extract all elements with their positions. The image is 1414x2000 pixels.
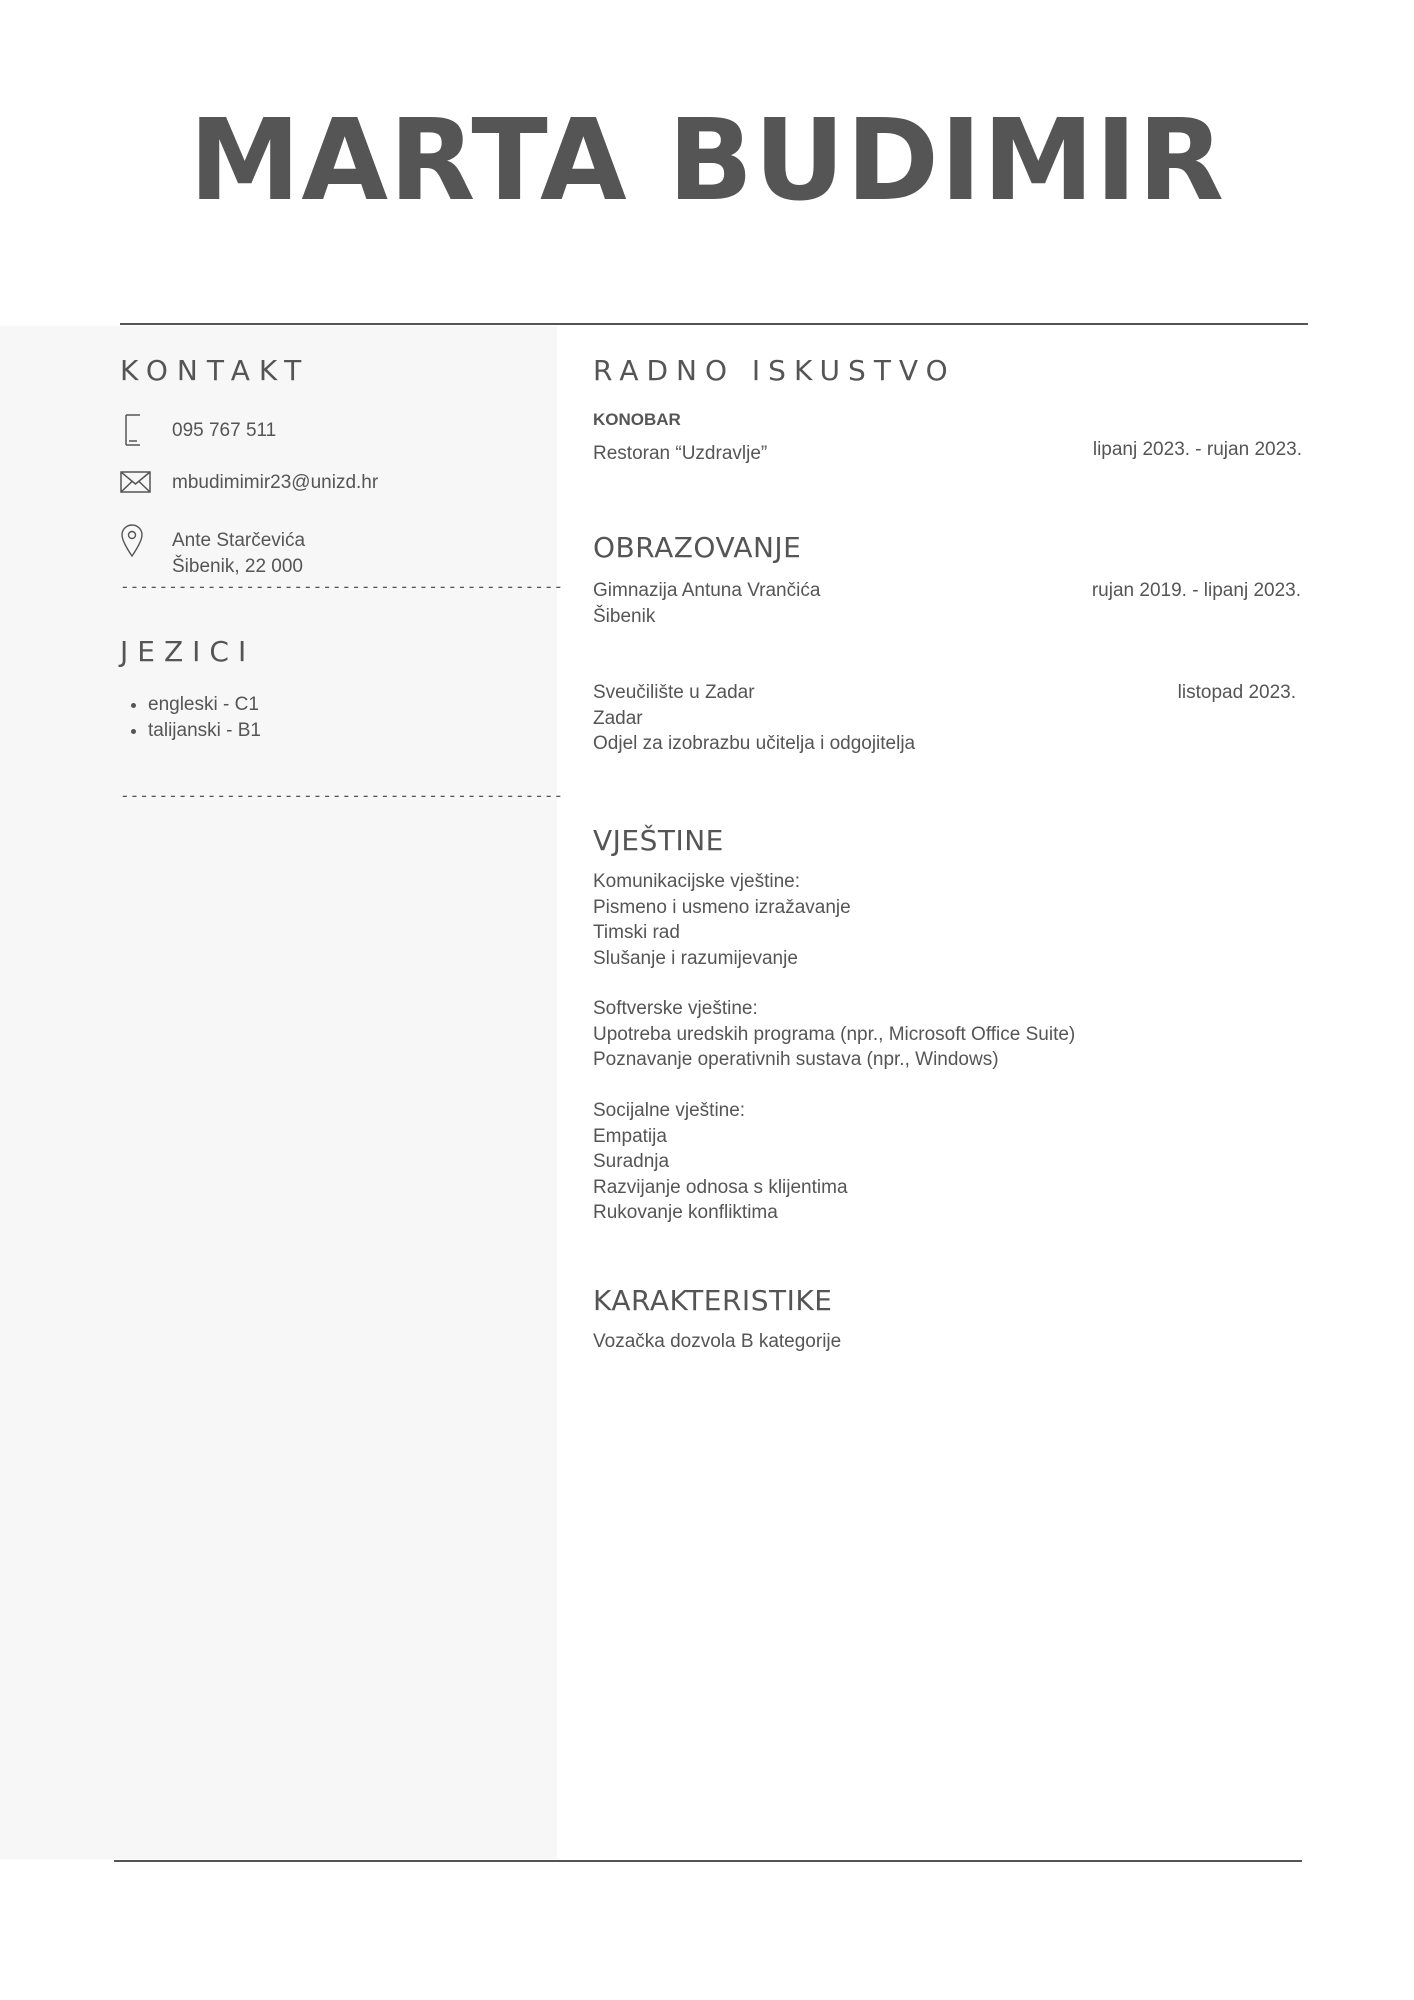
- location-pin-icon: [120, 524, 152, 558]
- list-item: • engleski - C1: [148, 692, 261, 718]
- address-city: Šibenik, 22 000: [172, 556, 303, 577]
- list-item: • talijanski - B1: [148, 718, 261, 744]
- job-position: KONOBAR: [593, 410, 681, 429]
- skill-item: Pismeno i usmeno izražavanje: [593, 896, 851, 918]
- education-school-name: Gimnazija Antuna Vrančića: [593, 580, 821, 601]
- skills-group-heading: Softverske vještine:: [593, 998, 758, 1019]
- skill-item: Suradnja: [593, 1151, 670, 1172]
- email-address: mbudimimir23@unizd.hr: [172, 472, 379, 493]
- address-street: Ante Starčevića: [172, 530, 306, 551]
- education-university-department: Odjel za izobrazbu učitelja i odgojitelja: [593, 733, 916, 754]
- education-university-name: Sveučilište u Zadar: [593, 682, 755, 703]
- contact-divider: ----------------------------------------------: [120, 577, 564, 596]
- languages-list: [120, 692, 261, 744]
- skills-title: VJEŠTINE: [593, 824, 724, 857]
- skill-item: Slušanje i razumijevanje: [593, 947, 798, 969]
- education-title: OBRAZOVANJE: [593, 531, 802, 564]
- contact-title: KONTAKT: [120, 354, 311, 387]
- education-university-dates: listopad 2023.: [1177, 682, 1296, 703]
- education-school-dates: rujan 2019. - lipanj 2023.: [1091, 580, 1301, 601]
- education-school-city: Šibenik: [593, 605, 656, 627]
- applicant-name: MARTA BUDIMIR: [188, 96, 1226, 226]
- languages-title: JEZICI: [120, 635, 256, 668]
- education-university-city: Zadar: [593, 707, 643, 729]
- footer-divider: [114, 1860, 1302, 1862]
- header-divider: [120, 323, 1308, 325]
- skill-item: Rukovanje konfliktima: [593, 1202, 778, 1223]
- skill-item: Empatija: [593, 1125, 667, 1147]
- job-employer: Restoran “Uzdravlje”: [593, 443, 768, 464]
- characteristics-title: KARAKTERISTIKE: [593, 1284, 833, 1317]
- characteristics-text: Vozačka dozvola B kategorije: [593, 1331, 842, 1352]
- skills-group-heading: Komunikacijske vještine:: [593, 871, 800, 892]
- mail-icon: [120, 470, 152, 504]
- skill-item: Upotreba uredskih programa (npr., Microsoft Office Suite): [593, 1023, 1076, 1045]
- phone-number: 095 767 511: [172, 420, 277, 441]
- skill-item: Timski rad: [593, 922, 680, 943]
- skill-item: Razvijanje odnosa s klijentima: [593, 1176, 848, 1198]
- skill-item: Poznavanje operativnih sustava (npr., Windows): [593, 1049, 999, 1070]
- experience-title: RADNO ISKUSTVO: [593, 354, 956, 387]
- job-dates: lipanj 2023. - rujan 2023.: [1092, 439, 1302, 460]
- languages-divider: ----------------------------------------------: [120, 786, 564, 805]
- skills-group-heading: Socijalne vještine:: [593, 1100, 746, 1121]
- phone-icon: [120, 413, 152, 447]
